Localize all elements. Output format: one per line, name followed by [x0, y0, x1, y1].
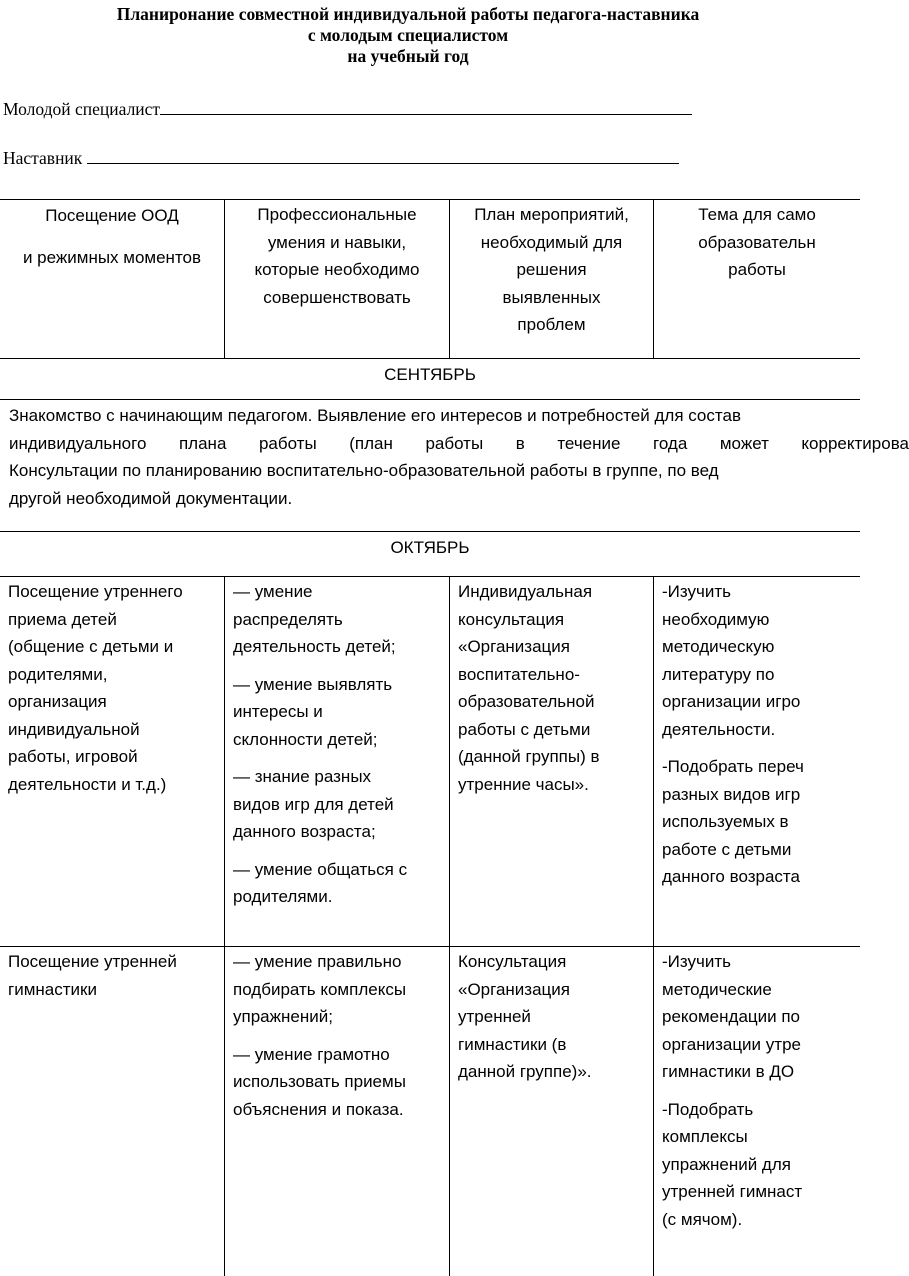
table-row	[0, 576, 860, 946]
table-row	[0, 946, 860, 1276]
cell-line: подбирать комплексы	[233, 979, 407, 999]
cell-plan	[450, 947, 654, 1276]
self-education-item	[662, 948, 852, 1086]
cell-line: используемых в	[662, 812, 789, 831]
table-header-row	[0, 199, 860, 358]
skill-item	[233, 856, 441, 911]
cell-line: рекомендации по	[662, 1007, 801, 1026]
cell-line: утренней	[458, 1007, 531, 1026]
cell-line: -Подобрать переч	[662, 757, 804, 776]
header-skills-line: совершенствовать	[263, 287, 411, 307]
cell-line: упражнений для	[662, 1154, 791, 1174]
young-specialist-blank-line[interactable]	[160, 100, 692, 115]
cell-line: — умение правильно	[233, 952, 402, 971]
cell-visit	[0, 947, 225, 1276]
header-plan-line: План мероприятий,	[474, 205, 629, 224]
header-self-education-line: работы	[728, 260, 786, 279]
self-education-item	[662, 1096, 852, 1234]
header-cell-visits	[0, 200, 225, 358]
september-text-line: другой необходимой документации.	[9, 488, 293, 508]
cell-line: (с мячом).	[662, 1209, 743, 1229]
cell-line: родителями,	[8, 664, 108, 684]
cell-skills	[225, 947, 450, 1276]
header-plan-line: проблем	[517, 315, 586, 334]
month-row-september	[0, 358, 860, 399]
cell-line: утренние часы».	[458, 774, 589, 794]
september-text	[0, 400, 909, 512]
cell-line: «Организация	[458, 637, 570, 656]
header-skills-line: умения и навыки,	[267, 232, 407, 252]
cell-line: -Подобрать	[662, 1099, 754, 1119]
header-cell-self-education	[654, 200, 860, 358]
cell-line: — умение грамотно	[233, 1044, 390, 1064]
cell-line: работы, игровой	[8, 747, 138, 766]
mentor-blank-line[interactable]	[87, 149, 679, 164]
cell-line: -Изучить	[662, 952, 731, 971]
cell-line: литературу по	[662, 664, 775, 684]
month-label-september: СЕНТЯБРЬ	[384, 365, 476, 384]
september-text-line: Консультации по планированию воспитательно-образовательной работы в группе, по вед	[9, 461, 719, 480]
cell-line: работе с детьми	[662, 839, 792, 859]
cell-line: использовать приемы	[233, 1072, 406, 1091]
header-skills-line: которые необходимо	[254, 260, 420, 279]
skill-item	[233, 578, 441, 661]
cell-line: Консультация	[458, 952, 567, 971]
self-education-item	[662, 753, 852, 891]
young-specialist-field	[3, 98, 692, 120]
cell-line: родителями.	[233, 887, 333, 906]
mentor-field	[3, 147, 679, 169]
cell-line: — умение общаться с	[233, 859, 408, 879]
cell-line: Индивидуальная	[458, 582, 593, 601]
plan-table	[0, 199, 909, 1276]
cell-line: организация	[8, 692, 107, 711]
header-visits-line-1: Посещение ООД	[45, 206, 179, 225]
cell-line: комплексы	[662, 1127, 748, 1146]
young-specialist-label: Молодой специалист	[3, 99, 161, 119]
document-title	[0, 4, 816, 67]
header-cell-skills	[225, 200, 450, 358]
cell-line: распределять	[233, 609, 343, 629]
cell-line: видов игр для детей	[233, 794, 394, 814]
cell-line: данной группе)».	[458, 1062, 592, 1081]
september-text-line: индивидуального плана работы (план работы в течение года может корректирова	[9, 433, 909, 453]
cell-line: работы с детьми	[458, 719, 591, 739]
cell-line: — умение	[233, 582, 313, 601]
cell-line: деятельность детей;	[233, 637, 396, 656]
header-skills-line: Профессиональные	[257, 205, 417, 224]
title-line-3: на учебный год	[347, 46, 469, 66]
month-label-october: ОКТЯБРЬ	[390, 538, 470, 557]
header-cell-plan	[450, 200, 654, 358]
skill-item	[233, 948, 441, 1031]
header-plan-line: выявленных	[502, 287, 601, 307]
cell-line: данного возраста	[662, 867, 800, 886]
cell-line: данного возраста;	[233, 822, 376, 841]
cell-line: упражнений;	[233, 1007, 333, 1026]
mentor-label: Наставник	[3, 148, 83, 168]
cell-line: склонности детей;	[233, 729, 378, 749]
cell-line: Посещение утреннего	[8, 582, 183, 601]
skill-item	[233, 671, 441, 754]
cell-skills	[225, 577, 450, 946]
cell-line: Посещение утренней	[8, 952, 177, 971]
cell-line: объяснения и показа.	[233, 1099, 404, 1119]
cell-line: методическую	[662, 637, 775, 656]
cell-line: (общение с детьми и	[8, 637, 174, 656]
title-line-1: Планиронание совместной индивидуальной работы педагога-наставника	[116, 4, 700, 24]
title-line-2: с молодым специалистом	[307, 25, 509, 45]
cell-line: приема детей	[8, 609, 117, 629]
cell-line: гимнастики	[8, 979, 97, 999]
september-text-row	[0, 399, 909, 531]
cell-line: консультация	[458, 609, 565, 629]
header-visits-line-2: и режимных моментов	[22, 247, 202, 267]
cell-line: (данной группы) в	[458, 747, 600, 766]
cell-visit	[0, 577, 225, 946]
cell-line: методические	[662, 979, 772, 999]
header-plan-line: решения	[516, 260, 587, 279]
header-plan-line: необходимый для	[480, 232, 623, 252]
september-text-line: Знакомство с начинающим педагогом. Выявление его интересов и потребностей для состав	[9, 406, 741, 425]
cell-plan	[450, 577, 654, 946]
cell-line: образовательной	[458, 692, 595, 711]
cell-line: — знание разных	[233, 767, 372, 786]
cell-self-education	[654, 577, 860, 946]
header-self-education-line: образовательн	[698, 232, 816, 252]
cell-line: организации утре	[662, 1034, 801, 1054]
month-row-october	[0, 531, 860, 576]
cell-self-education	[654, 947, 860, 1276]
cell-line: организации игро	[662, 692, 801, 711]
cell-line: гимнастики (в	[458, 1034, 567, 1054]
cell-line: деятельности.	[662, 719, 776, 739]
cell-line: разных видов игр	[662, 784, 801, 804]
cell-line: воспитательно-	[458, 664, 580, 684]
header-self-education-line: Тема для само	[698, 205, 816, 224]
cell-line: индивидуальной	[8, 719, 140, 739]
cell-line: -Изучить	[662, 582, 731, 601]
skill-item	[233, 763, 441, 846]
self-education-item	[662, 578, 852, 743]
cell-line: интересы и	[233, 702, 323, 721]
cell-line: «Организация	[458, 979, 570, 999]
cell-line: — умение выявлять	[233, 674, 393, 694]
cell-line: необходимую	[662, 609, 770, 629]
skill-item	[233, 1041, 441, 1124]
cell-line: деятельности и т.д.)	[8, 774, 167, 794]
cell-line: гимнастики в ДО	[662, 1062, 795, 1081]
cell-line: утренней гимнаст	[662, 1182, 803, 1201]
